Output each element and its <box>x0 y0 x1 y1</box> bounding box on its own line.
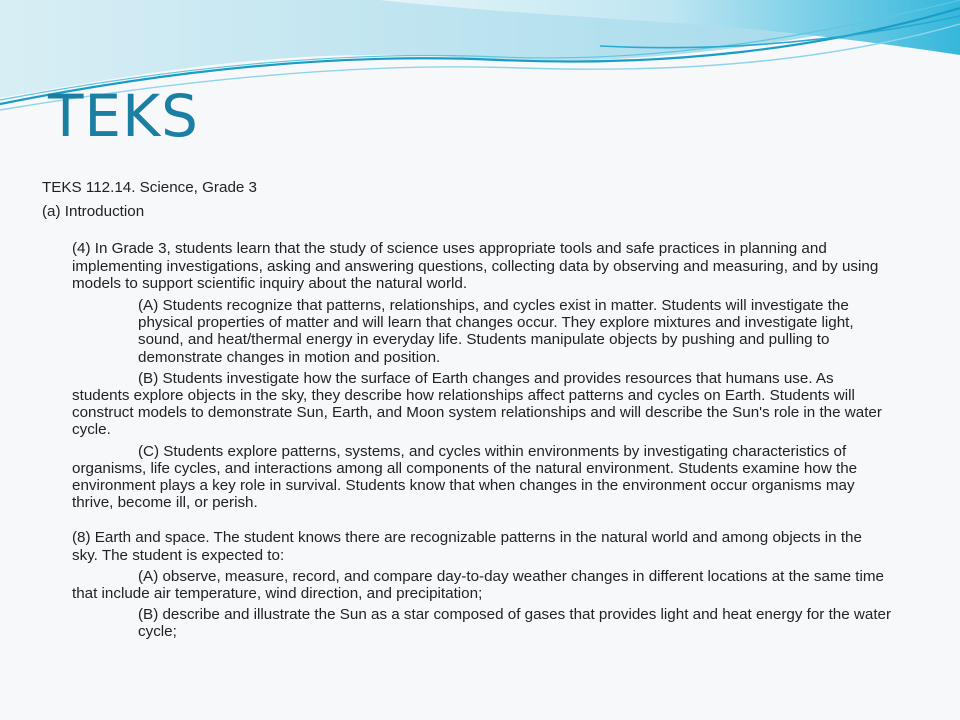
paragraph-8: (8) Earth and space. The student knows there are recognizable patterns in the natural world and among objects in the sky. The student is expected to: <box>72 529 862 564</box>
slide-title: TEKS <box>48 82 199 150</box>
paragraph-4b: (B) Students investigate how the surface of Earth changes and provides resources that humans use. As students explore objects in the sky, they describe how relationships affect patterns and cycles on Earth. Students will construct models to demonstrate Sun, Earth, and Moon system relationships and will describe the Sun's role in the water cycle. <box>72 369 882 439</box>
paragraph-4a: (A) Students recognize that patterns, relationships, and cycles exist in matter. Students will investigate the physical properties of matter and will learn that changes occur. They explore mixtures and investigate light, sound, and heat/thermal energy in everyday life. Students manipulate objects by pushing and pulling to demonstrate changes in motion and position. <box>138 297 854 366</box>
standard-line: TEKS 112.14. Science, Grade 3 <box>42 179 257 196</box>
introduction-heading: (a) Introduction <box>42 203 145 221</box>
paragraph-4: (4) In Grade 3, students learn that the study of science uses appropriate tools and safe practices in planning and implementing investigations, asking and answering questions, collecting data by observing and measuring, and by using models to support scientific inquiry about the natural world. <box>72 240 879 292</box>
slide-body <box>42 179 892 645</box>
paragraph-8b: (B) describe and illustrate the Sun as a star composed of gases that provides light and heat energy for the water cycle; <box>138 606 892 641</box>
paragraph-8a: (A) observe, measure, record, and compare day-to-day weather changes in different locations at the same time that include air temperature, wind direction, and precipitation; <box>72 567 884 603</box>
paragraph-4c: (C) Students explore patterns, systems, and cycles within environments by investigating characteristics of organisms, life cycles, and interactions among all components of the natural environment. Students examine how the environment plays a key role in survival. Students know that when changes in the environment occur organisms may thrive, become ill, or perish. <box>72 442 858 512</box>
